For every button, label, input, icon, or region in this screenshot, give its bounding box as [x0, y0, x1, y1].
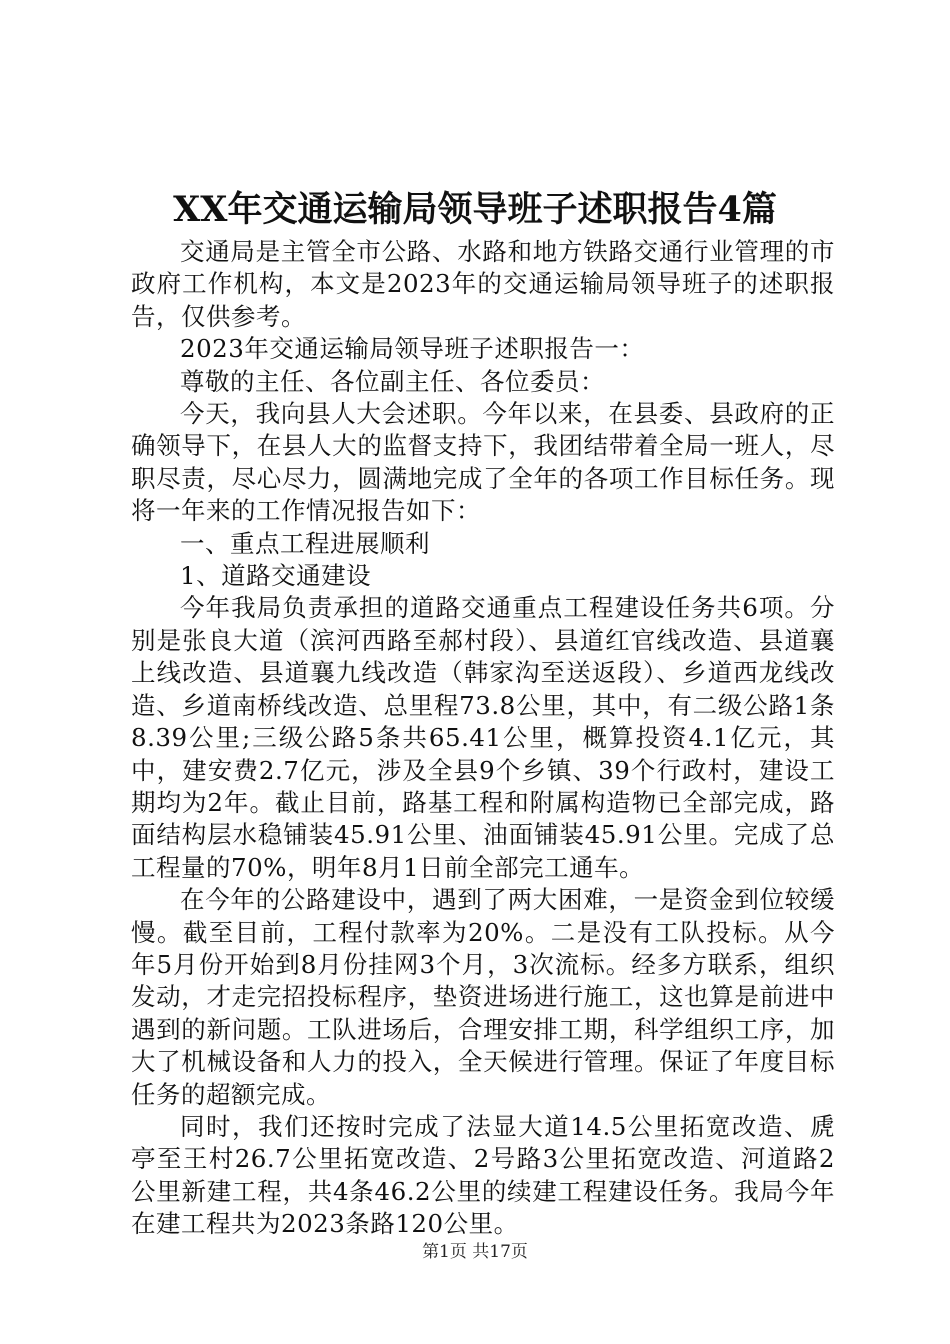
- paragraph-intro: 交通局是主管全市公路、水路和地方铁路交通行业管理的市政府工作机构，本文是2023年的交通运输局领导班子的述职报告，仅供参考。: [131, 237, 835, 331]
- paragraph-report-heading: 2023年交通运输局领导班子述职报告一：: [180, 334, 645, 364]
- paragraph-road-projects: 今年我局负责承担的道路交通重点工程建设任务共6项。分别是张良大道（滨河西路至郝村段）、县道红官线改造、县道襄上线改造、县道襄九线改造（韩家沟至送返段）、乡道西龙线改造、乡道南桥线改造、总里程73.8公里，其中，有二级公路1条8.39公里;三级公路5条共65.41公里，概算投资4.1亿元，其中，建安费2.7亿元，涉及全县9个乡镇、39个行政村，建设工期均为2年。截止目前，路基工程和附属构造物已全部完成，路面结构层水稳铺装45.91公里、油面铺装45.91公里。完成了总工程量的70%，明年8月1日前全部完工通车。: [131, 593, 835, 882]
- document-body: [131, 236, 835, 1241]
- paragraph-salutation: 尊敬的主任、各位副主任、各位委员：: [180, 366, 605, 396]
- page-footer: 第1页 共17页: [422, 1242, 528, 1262]
- section-heading-1: 一、重点工程进展顺利: [180, 528, 430, 558]
- paragraph-opening: 今天，我向县人大会述职。今年以来，在县委、县政府的正确领导下，在县人大的监督支持下，我团结带着全局一班人，尽职尽责，尽心尽力，圆满地完成了全年的各项工作目标任务。现将一年来的工作情况报告如下：: [131, 399, 835, 526]
- document-title: XX年交通运输局领导班子述职报告4篇: [173, 189, 777, 230]
- paragraph-continued-projects: 同时，我们还按时完成了法显大道14.5公里拓宽改造、虒亭至王村26.7公里拓宽改造、2号路3公里拓宽改造、河道路2公里新建工程，共4条46.2公里的续建工程建设任务。我局今年在建工程共为2023条路120公里。: [131, 1111, 835, 1239]
- subsection-heading-1: 1、道路交通建设: [180, 561, 372, 591]
- paragraph-difficulties: 在今年的公路建设中，遇到了两大困难，一是资金到位较缓慢。截至目前，工程付款率为20%。二是没有工队投标。从今年5月份开始到8月份挂网3个月，3次流标。经多方联系，组织发动，才走完招投标程序，垫资进场进行施工，这也算是前进中遇到的新问题。工队进场后，合理安排工期，科学组织工序，加大了机械设备和人力的投入，全天候进行管理。保证了年度目标任务的超额完成。: [131, 885, 835, 1109]
